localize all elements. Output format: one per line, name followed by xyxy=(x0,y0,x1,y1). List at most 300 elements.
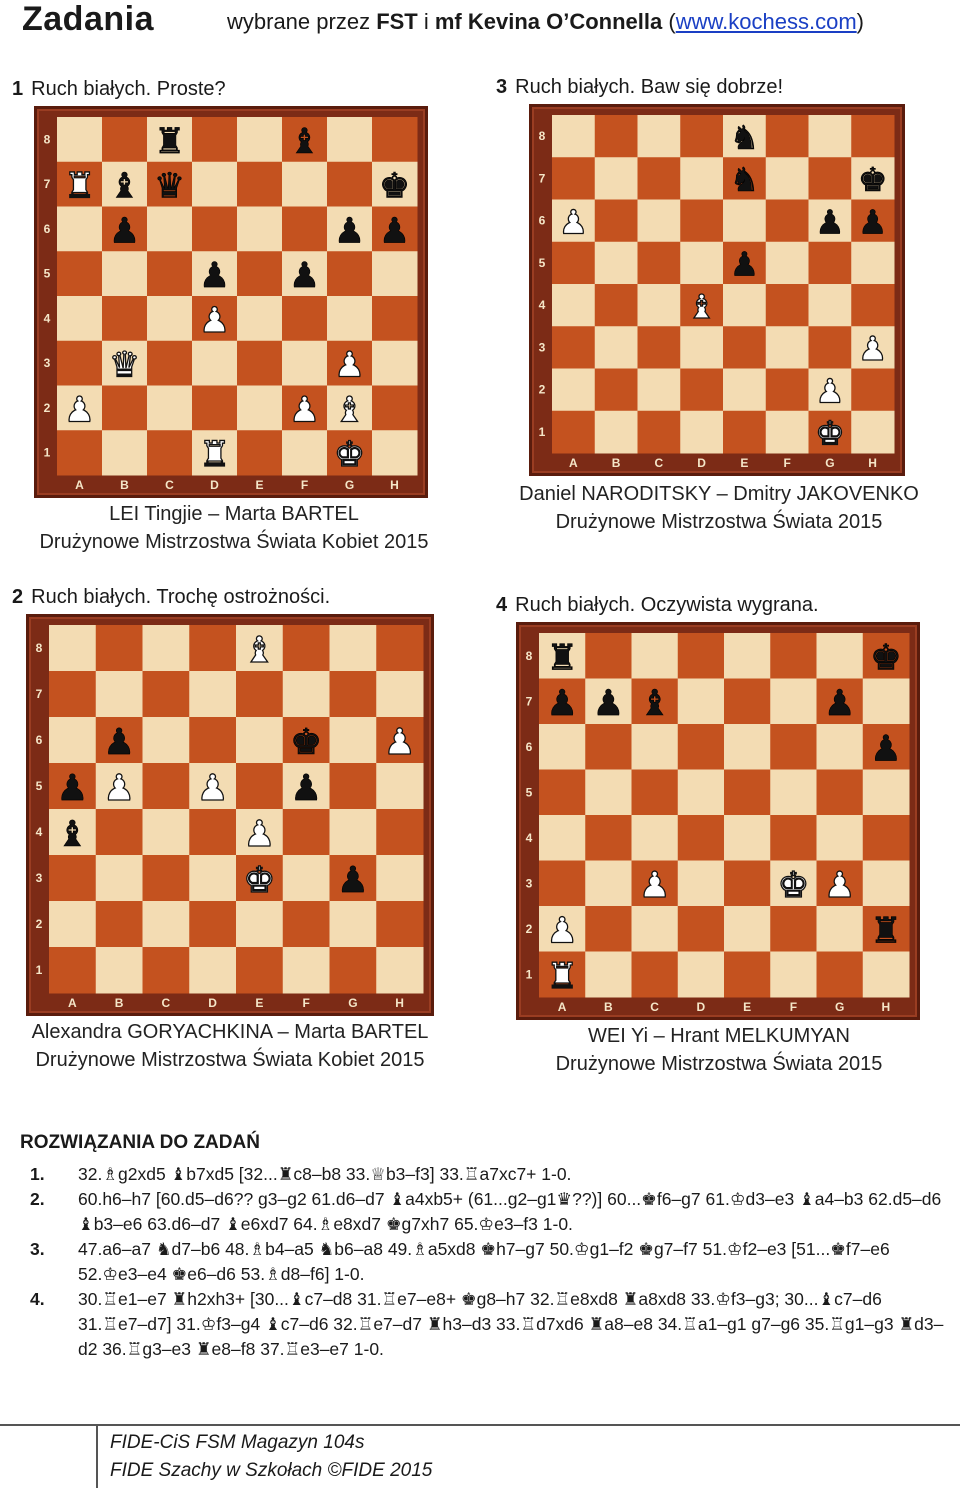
board-square xyxy=(863,815,910,861)
board-square xyxy=(595,326,638,369)
board-square xyxy=(372,430,418,475)
file-label: C xyxy=(165,478,174,492)
board-square xyxy=(143,901,190,948)
board-square xyxy=(372,341,418,386)
board-square xyxy=(282,207,328,252)
black-queen-icon: ♛ xyxy=(153,166,186,207)
board-square xyxy=(678,633,725,679)
rank-label: 5 xyxy=(35,779,43,793)
board-square xyxy=(724,770,771,816)
rank-label: 3 xyxy=(538,340,546,355)
rank-label: 5 xyxy=(43,266,51,281)
board-square xyxy=(724,906,771,952)
board-square xyxy=(236,901,283,948)
board-square xyxy=(330,947,377,994)
board-square xyxy=(372,251,418,296)
rank-label: 6 xyxy=(538,213,546,228)
board-square xyxy=(236,717,283,764)
board-square xyxy=(595,284,638,327)
board-square xyxy=(851,115,894,158)
black-pawn-icon: ♟ xyxy=(823,682,856,724)
board-square xyxy=(143,625,190,672)
rank-label: 6 xyxy=(525,739,533,754)
board-square xyxy=(766,369,809,412)
board-square xyxy=(49,901,96,948)
board-square xyxy=(770,633,817,679)
white-pawn-icon: ♟ xyxy=(857,329,888,369)
board-square xyxy=(327,117,373,162)
board-square xyxy=(680,326,723,369)
rank-label: 6 xyxy=(43,221,51,236)
black-pawn-icon: ♟ xyxy=(869,728,902,770)
file-label: A xyxy=(557,1000,567,1014)
board-square xyxy=(632,770,679,816)
board-square xyxy=(863,679,910,725)
white-pawn-icon: ♟ xyxy=(815,371,845,411)
board-square xyxy=(49,671,96,718)
website-link[interactable]: www.kochess.com xyxy=(675,9,857,34)
black-pawn-icon: ♟ xyxy=(288,256,321,297)
white-pawn-icon: ♟ xyxy=(196,767,229,809)
board-square xyxy=(638,115,681,158)
board-square xyxy=(57,296,103,341)
board-square xyxy=(766,157,809,200)
board-square xyxy=(102,430,148,475)
file-label: F xyxy=(783,456,791,470)
board-square xyxy=(766,115,809,158)
board-square xyxy=(57,430,103,475)
black-pawn-icon: ♟ xyxy=(290,767,323,809)
file-label: F xyxy=(789,1000,798,1014)
rank-label: 1 xyxy=(538,424,546,439)
board-square xyxy=(57,341,103,386)
board-square xyxy=(283,809,330,856)
board-square xyxy=(585,861,632,907)
white-bishop-icon: ♝ xyxy=(243,629,276,671)
white-pawn-icon: ♟ xyxy=(546,910,579,952)
board-square xyxy=(770,770,817,816)
board-square xyxy=(680,369,723,412)
board-square xyxy=(376,901,423,948)
chessboard-puzzle-2 xyxy=(26,614,434,1016)
board-square xyxy=(678,770,725,816)
board-square xyxy=(863,952,910,998)
board-square xyxy=(147,341,193,386)
board-square xyxy=(96,809,143,856)
rank-label: 7 xyxy=(538,171,546,186)
rank-label: 7 xyxy=(43,177,51,192)
white-rook-icon: ♜ xyxy=(63,166,96,207)
rank-label: 8 xyxy=(43,132,51,147)
solution-item: 4. 30.♖e1–e7 ♜h2xh3+ [30...♝c7–d8 31.♖e7–e8+ ♚g8–h7 32.♖e8xd8 ♜a8xd8 33.♔f3–g3; 30...♝c7–d6 31.♖e7–d7] 31.♔f3–g4 ♝c7–d6 32.♖e7–d7 ♜h3–d3 33.♖d7xd6 ♜a8–e8 34.♖a1–g1 g7–g6 35.♖g1–g3 ♜d3–d2 36.♖g3–e3 ♜e8–f8 37.♖e3–e7 1-0. xyxy=(30,1289,944,1359)
chessboard-puzzle-4 xyxy=(516,622,920,1020)
board-square xyxy=(723,411,766,454)
board-square xyxy=(102,386,148,431)
board-square xyxy=(282,162,328,207)
board-square xyxy=(724,952,771,998)
board-square xyxy=(595,411,638,454)
file-label: D xyxy=(696,1000,706,1014)
file-label: C xyxy=(161,996,171,1010)
black-pawn-icon: ♟ xyxy=(857,202,888,242)
file-label: H xyxy=(390,478,399,492)
board-square xyxy=(851,242,894,285)
board-square xyxy=(192,341,238,386)
board-square xyxy=(552,242,595,285)
board-square xyxy=(595,115,638,158)
black-king-icon: ♚ xyxy=(290,721,323,763)
white-rook-icon: ♜ xyxy=(546,955,579,997)
rank-label: 8 xyxy=(525,648,533,663)
file-label: E xyxy=(255,996,264,1010)
board-square xyxy=(192,207,238,252)
board-square xyxy=(770,952,817,998)
rank-label: 3 xyxy=(43,356,51,371)
board-square xyxy=(539,861,586,907)
board-square xyxy=(724,815,771,861)
white-pawn-icon: ♟ xyxy=(558,202,589,242)
rank-label: 3 xyxy=(35,871,43,885)
board-square xyxy=(638,242,681,285)
puzzle-4-title: 4 Ruch białych. Oczywista wygrana. xyxy=(496,594,819,616)
black-bishop-icon: ♝ xyxy=(288,121,321,162)
board-square xyxy=(237,341,283,386)
puzzle-3-title: 3 Ruch białych. Baw się dobrze! xyxy=(496,76,784,98)
board-square xyxy=(376,855,423,902)
white-pawn-icon: ♟ xyxy=(243,813,276,855)
file-label: C xyxy=(650,1000,659,1014)
rank-label: 2 xyxy=(525,921,533,936)
file-label: B xyxy=(114,996,124,1010)
board-square xyxy=(724,679,771,725)
board-square xyxy=(585,952,632,998)
black-pawn-icon: ♟ xyxy=(198,256,231,297)
black-pawn-icon: ♟ xyxy=(546,682,579,724)
board-square xyxy=(851,284,894,327)
board-square xyxy=(595,200,638,243)
board-square xyxy=(282,430,328,475)
board-square xyxy=(237,296,283,341)
board-square xyxy=(770,724,817,770)
board-square xyxy=(552,115,595,158)
board-square xyxy=(863,861,910,907)
board-square xyxy=(638,157,681,200)
board-square xyxy=(809,242,852,285)
board-square xyxy=(809,115,852,158)
file-label: E xyxy=(740,456,749,470)
file-label: B xyxy=(611,456,621,470)
board-square xyxy=(330,809,377,856)
rank-label: 8 xyxy=(538,129,546,144)
file-label: E xyxy=(743,1000,752,1014)
board-square xyxy=(96,947,143,994)
board-square xyxy=(809,157,852,200)
black-pawn-icon: ♟ xyxy=(729,244,760,284)
board-square xyxy=(863,770,910,816)
board-square xyxy=(147,251,193,296)
rank-label: 5 xyxy=(538,255,546,270)
board-square xyxy=(327,251,373,296)
file-label: D xyxy=(697,456,706,470)
board-square xyxy=(96,901,143,948)
solution-item: 2. 60.h6–h7 [60.d5–d6?? g3–g2 61.d6–d7 ♝a4xb5+ (61...g2–g1♛??)] 60...♚f6–g7 61.♔d3–e3 ♝a4–b3 62.d5–d6 ♝b3–e6 63.d6–d7 ♝e6xd7 64.♗e8xd7 ♚g7xh7 65.♔e3–f3 1-0. xyxy=(30,1189,942,1234)
black-bishop-icon: ♝ xyxy=(56,813,89,855)
board-square xyxy=(851,369,894,412)
footer-vertical-divider xyxy=(96,1426,98,1488)
rank-label: 1 xyxy=(35,963,43,977)
black-pawn-icon: ♟ xyxy=(336,859,369,901)
white-pawn-icon: ♟ xyxy=(383,721,416,763)
board-square xyxy=(283,625,330,672)
board-square xyxy=(327,162,373,207)
board-square xyxy=(330,763,377,810)
rank-label: 3 xyxy=(525,876,533,891)
file-label: H xyxy=(868,456,877,470)
board-square xyxy=(552,284,595,327)
board-square xyxy=(638,284,681,327)
board-square xyxy=(143,809,190,856)
board-square xyxy=(49,717,96,764)
board-square xyxy=(147,207,193,252)
white-king-icon: ♚ xyxy=(815,413,845,453)
board-square xyxy=(724,861,771,907)
board-square xyxy=(49,947,96,994)
board-square xyxy=(372,296,418,341)
board-square xyxy=(851,411,894,454)
board-square xyxy=(189,625,236,672)
white-pawn-icon: ♟ xyxy=(333,345,366,386)
board-square xyxy=(680,200,723,243)
board-square xyxy=(102,117,148,162)
white-bishop-icon: ♝ xyxy=(333,390,366,431)
board-square xyxy=(817,633,864,679)
footer-line-1: FIDE-CiS FSM Magazyn 104s xyxy=(110,1432,365,1453)
board-square xyxy=(678,724,725,770)
board-square xyxy=(57,117,103,162)
rank-label: 2 xyxy=(43,400,51,415)
chessboard-puzzle-1 xyxy=(34,106,428,498)
black-rook-icon: ♜ xyxy=(869,910,902,952)
file-label: B xyxy=(604,1000,613,1014)
board-square xyxy=(595,369,638,412)
board-square xyxy=(192,117,238,162)
black-pawn-icon: ♟ xyxy=(108,211,141,252)
white-pawn-icon: ♟ xyxy=(103,767,136,809)
page-header xyxy=(22,0,864,40)
board-square xyxy=(632,952,679,998)
solutions-section xyxy=(20,1132,950,1362)
board-square xyxy=(552,326,595,369)
black-king-icon: ♚ xyxy=(869,637,902,679)
board-square xyxy=(283,671,330,718)
board-square xyxy=(817,952,864,998)
white-king-icon: ♚ xyxy=(243,859,276,901)
file-label: G xyxy=(825,456,835,470)
board-square xyxy=(632,633,679,679)
board-square xyxy=(372,386,418,431)
file-label: G xyxy=(834,1000,845,1014)
board-square xyxy=(376,763,423,810)
board-square xyxy=(809,284,852,327)
file-label: H xyxy=(881,1000,891,1014)
board-square xyxy=(143,671,190,718)
board-square xyxy=(817,724,864,770)
black-king-icon: ♚ xyxy=(378,166,411,207)
board-square xyxy=(770,679,817,725)
board-square xyxy=(96,671,143,718)
board-square xyxy=(236,671,283,718)
board-square xyxy=(632,724,679,770)
board-square xyxy=(766,200,809,243)
board-square xyxy=(638,200,681,243)
board-square xyxy=(585,724,632,770)
board-square xyxy=(678,861,725,907)
footer-divider xyxy=(0,1424,960,1426)
board-square xyxy=(96,625,143,672)
board-square xyxy=(96,855,143,902)
puzzle-2-caption: Alexandra GORYACHKINA – Marta BARTEL Drużynowe Mistrzostwa Świata Kobiet 2015 xyxy=(31,1021,429,1071)
board-square xyxy=(283,855,330,902)
page-title: Zadania xyxy=(22,0,154,38)
black-bishop-icon: ♝ xyxy=(108,166,141,207)
puzzle-1-title: 1 Ruch białych. Proste? xyxy=(12,78,226,100)
board-square xyxy=(237,207,283,252)
puzzle-4-caption: WEI Yi – Hrant MELKUMYAN Drużynowe Mistrzostwa Świata 2015 xyxy=(555,1025,883,1075)
rank-label: 7 xyxy=(35,687,43,701)
board-square xyxy=(282,341,328,386)
puzzle-2-title: 2 Ruch białych. Trochę ostrożności. xyxy=(12,586,331,608)
board-square xyxy=(376,947,423,994)
board-square xyxy=(638,326,681,369)
board-square xyxy=(723,200,766,243)
board-square xyxy=(766,326,809,369)
board-square xyxy=(189,717,236,764)
board-square xyxy=(585,633,632,679)
board-square xyxy=(236,763,283,810)
chessboard-puzzle-3 xyxy=(529,104,905,476)
board-square xyxy=(766,284,809,327)
footer-line-2: FIDE Szachy w Szkołach ©FIDE 2015 xyxy=(110,1460,433,1481)
file-label: G xyxy=(344,478,355,492)
puzzle-1-caption: LEI Tingjie – Marta BARTEL Drużynowe Mistrzostwa Świata Kobiet 2015 xyxy=(39,503,429,553)
black-pawn-icon: ♟ xyxy=(815,202,845,242)
puzzle-3-caption: Daniel NARODITSKY – Dmitry JAKOVENKO Drużynowe Mistrzostwa Świata 2015 xyxy=(519,483,919,533)
board-square xyxy=(189,671,236,718)
board-square xyxy=(723,326,766,369)
rank-label: 6 xyxy=(35,733,43,747)
board-square xyxy=(724,724,771,770)
black-pawn-icon: ♟ xyxy=(56,767,89,809)
black-knight-icon: ♞ xyxy=(729,117,760,157)
board-square xyxy=(817,770,864,816)
board-square xyxy=(632,906,679,952)
board-square xyxy=(49,855,96,902)
black-king-icon: ♚ xyxy=(857,160,888,200)
board-square xyxy=(376,671,423,718)
board-square xyxy=(638,369,681,412)
solution-item: 3. 47.a6–a7 ♞d7–b6 48.♗b4–a5 ♞b6–a8 49.♗a5xd8 ♚h7–g7 50.♔g1–f2 ♚g7–f7 51.♔f2–e3 [51...♚f7–e6 52.♔e3–e4 ♚e6–d6 53.♗d8–f6] 1-0. xyxy=(30,1239,890,1284)
rank-label: 4 xyxy=(525,830,533,845)
board-square xyxy=(102,296,148,341)
board-square xyxy=(189,947,236,994)
rank-label: 2 xyxy=(35,917,43,931)
board-square xyxy=(330,901,377,948)
white-bishop-icon: ♝ xyxy=(686,286,717,326)
white-king-icon: ♚ xyxy=(333,435,366,476)
board-square xyxy=(192,386,238,431)
file-label: E xyxy=(255,478,264,492)
board-square xyxy=(57,207,103,252)
board-square xyxy=(237,162,283,207)
file-label: D xyxy=(210,478,219,492)
board-square xyxy=(147,386,193,431)
solutions-heading: ROZWIĄZANIA DO ZADAŃ xyxy=(20,1132,260,1153)
board-square xyxy=(237,117,283,162)
black-pawn-icon: ♟ xyxy=(592,682,625,724)
board-square xyxy=(595,157,638,200)
white-rook-icon: ♜ xyxy=(198,435,231,476)
board-square xyxy=(236,947,283,994)
white-pawn-icon: ♟ xyxy=(288,390,321,431)
board-square xyxy=(678,952,725,998)
board-square xyxy=(595,242,638,285)
board-square xyxy=(376,809,423,856)
board-square xyxy=(585,906,632,952)
board-square xyxy=(817,906,864,952)
board-square xyxy=(770,815,817,861)
board-square xyxy=(585,770,632,816)
black-rook-icon: ♜ xyxy=(546,637,579,679)
board-square xyxy=(680,411,723,454)
board-square xyxy=(678,815,725,861)
board-square xyxy=(189,855,236,902)
board-square xyxy=(766,242,809,285)
board-square xyxy=(552,157,595,200)
board-square xyxy=(539,770,586,816)
board-square xyxy=(283,901,330,948)
black-pawn-icon: ♟ xyxy=(378,211,411,252)
rank-label: 4 xyxy=(35,825,43,839)
rank-label: 1 xyxy=(525,967,533,982)
file-label: G xyxy=(348,996,358,1010)
board-square xyxy=(770,906,817,952)
file-label: A xyxy=(75,478,84,492)
file-label: H xyxy=(395,996,404,1010)
board-square xyxy=(237,386,283,431)
board-square xyxy=(680,157,723,200)
file-label: C xyxy=(654,456,664,470)
board-square xyxy=(143,947,190,994)
black-rook-icon: ♜ xyxy=(153,121,186,162)
board-square xyxy=(632,815,679,861)
rank-label: 5 xyxy=(525,785,533,800)
board-square xyxy=(817,815,864,861)
white-pawn-icon: ♟ xyxy=(63,390,96,431)
board-square xyxy=(539,724,586,770)
board-square xyxy=(680,242,723,285)
board-square xyxy=(102,251,148,296)
white-pawn-icon: ♟ xyxy=(198,300,231,341)
page-subtitle: wybrane przez FST i mf Kevina O’Connella (www.kochess.com) xyxy=(227,9,864,34)
board-square xyxy=(57,251,103,296)
board-square xyxy=(678,906,725,952)
black-pawn-icon: ♟ xyxy=(103,721,136,763)
board-square xyxy=(330,671,377,718)
board-square xyxy=(147,430,193,475)
board-square xyxy=(585,815,632,861)
white-queen-icon: ♛ xyxy=(108,345,141,386)
board-square xyxy=(552,369,595,412)
